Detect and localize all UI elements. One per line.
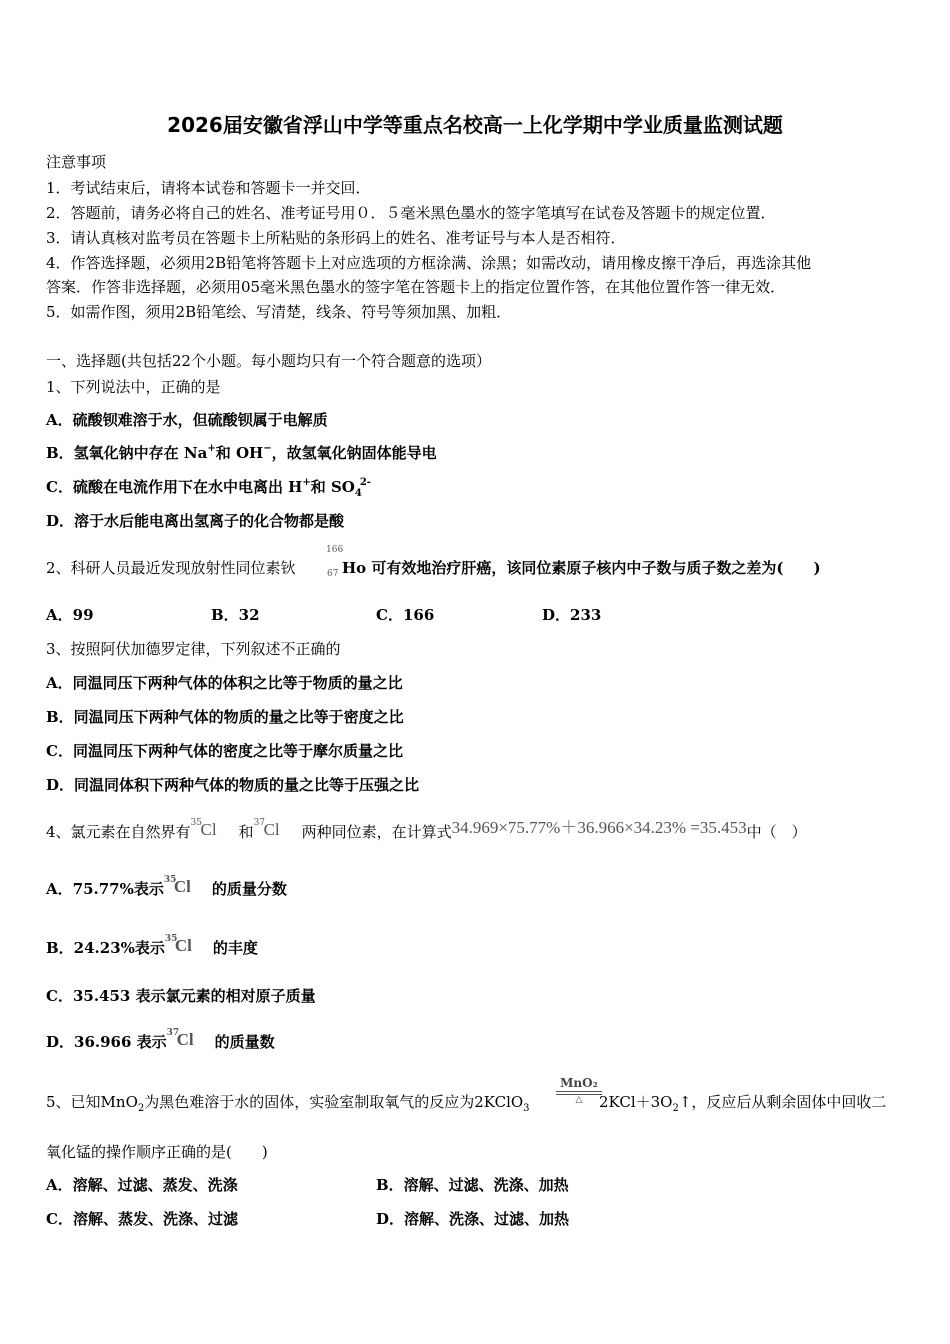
- q5-option-c: C．溶解、蒸发、洗涤、过滤: [46, 1210, 238, 1228]
- notice-item: 2．答题前，请务必将自己的姓名、准考证号用０．５毫米黑色墨水的签字笔填写在试卷及答题卡的规定位置．: [46, 204, 776, 222]
- q1-stem: 1、下列说法中，正确的是: [46, 378, 221, 396]
- q1-option-c: C．硫酸在电流作用下在水中电离出 H+和 $SO_4^{2-}$: [46, 477, 371, 499]
- notice-item: 答案．作答非选择题，必须用05毫米黑色墨水的签字笔在答题卡上的指定位置作答，在其他位置作答一律无效．: [46, 278, 786, 296]
- q2-stem-end: Ho 可有效地治疗肝癌，该同位素原子核内中子数与质子数之差为( ): [342, 559, 821, 577]
- q3-option-c: C．同温同压下两种气体的密度之比等于摩尔质量之比: [46, 742, 403, 760]
- q2-option-d: D．233: [542, 606, 602, 624]
- q4-option-c: C．35.453 表示氯元素的相对原子质量: [46, 987, 316, 1005]
- q2-mass-number: 166: [326, 545, 344, 555]
- q2-option-a: A．99: [46, 606, 94, 624]
- q3-option-b: B．同温同压下两种气体的物质的量之比等于密度之比: [46, 708, 404, 726]
- cl37-symbol: 37 Cl: [253, 818, 280, 839]
- page-title: 2026届安徽省浮山中学等重点名校高一上化学期中学业质量监测试题: [167, 113, 783, 137]
- section-heading: 一、选择题(共包括22个小题。每小题均只有一个符合题意的选项）: [46, 352, 491, 370]
- q5-stem-line2: 氧化锰的操作顺序正确的是( ): [46, 1143, 268, 1161]
- notice-item: 1．考试结束后，请将本试卷和答题卡一并交回．: [46, 179, 371, 197]
- q4-option-a: A．75.77%表示 35 Cl 的质量分数: [46, 875, 287, 898]
- q4-stem: 4、氯元素在自然界有 35 Cl 和 37 Cl 两种同位素，在计算式34.969×75.77%＋36.966×34.23% =35.453中（ ）: [46, 818, 807, 841]
- q2-option-b: B．32: [211, 606, 260, 624]
- q5-stem-start: 5、已知MnO$_2$为黑色难溶于水的固体，实验室制取氧气的反应为2KClO$_3$: [46, 1093, 530, 1114]
- catalyst-label: MnO₂: [560, 1076, 598, 1090]
- q5-option-a: A．溶解、过滤、蒸发、洗涤: [46, 1176, 238, 1194]
- q4-option-d: D．36.966 表示 37 Cl 的质量数: [46, 1028, 275, 1051]
- q3-stem: 3、按照阿伏加德罗定律，下列叙述不正确的: [46, 640, 341, 658]
- reaction-condition-arrow: [556, 1076, 602, 1105]
- heat-symbol: △: [575, 1095, 583, 1105]
- notice-item: 4．作答选择题，必须用2B铅笔将答题卡上对应选项的方框涂满、涂黑；如需改动，请用橡皮擦干净后，再选涂其他: [46, 254, 812, 272]
- q3-option-a: A．同温同压下两种气体的体积之比等于物质的量之比: [46, 674, 403, 692]
- notice-item: 3．请认真核对监考员在答题卡上所粘贴的条形码上的姓名、准考证号与本人是否相符．: [46, 229, 626, 247]
- cl35-symbol: 35 Cl: [190, 818, 217, 839]
- q1-option-d: D．溶于水后能电离出氢离子的化合物都是酸: [46, 512, 345, 530]
- q2-option-c: C．166: [376, 606, 435, 624]
- q4-formula: 34.969×75.77%＋36.966×34.23% =35.453: [451, 818, 747, 837]
- q2-stem-start: 2、科研人员最近发现放射性同位素钬: [46, 559, 296, 577]
- q1-option-b: B．氢氧化钠中存在 Na+和 OH−，故氢氧化钠固体能导电: [46, 443, 437, 462]
- q4-option-b: B．24.23%表示 35 Cl 的丰度: [46, 934, 258, 957]
- q1-option-a: A．硫酸钡难溶于水，但硫酸钡属于电解质: [46, 411, 328, 429]
- q3-option-d: D．同温同体积下两种气体的物质的量之比等于压强之比: [46, 776, 420, 794]
- notice-item: 5．如需作图，须用2B铅笔绘、写清楚，线条、符号等须加黑、加粗．: [46, 303, 512, 321]
- q5-stem-end: $2KCl+3O_2↑$，反应后从剩余固体中回收二: [599, 1093, 887, 1114]
- q2-atomic-number: 67: [327, 569, 339, 579]
- notice-heading: 注意事项: [46, 153, 107, 171]
- q5-option-b: B．溶解、过滤、洗涤、加热: [376, 1176, 569, 1194]
- q5-option-d: D．溶解、洗涤、过滤、加热: [376, 1210, 570, 1228]
